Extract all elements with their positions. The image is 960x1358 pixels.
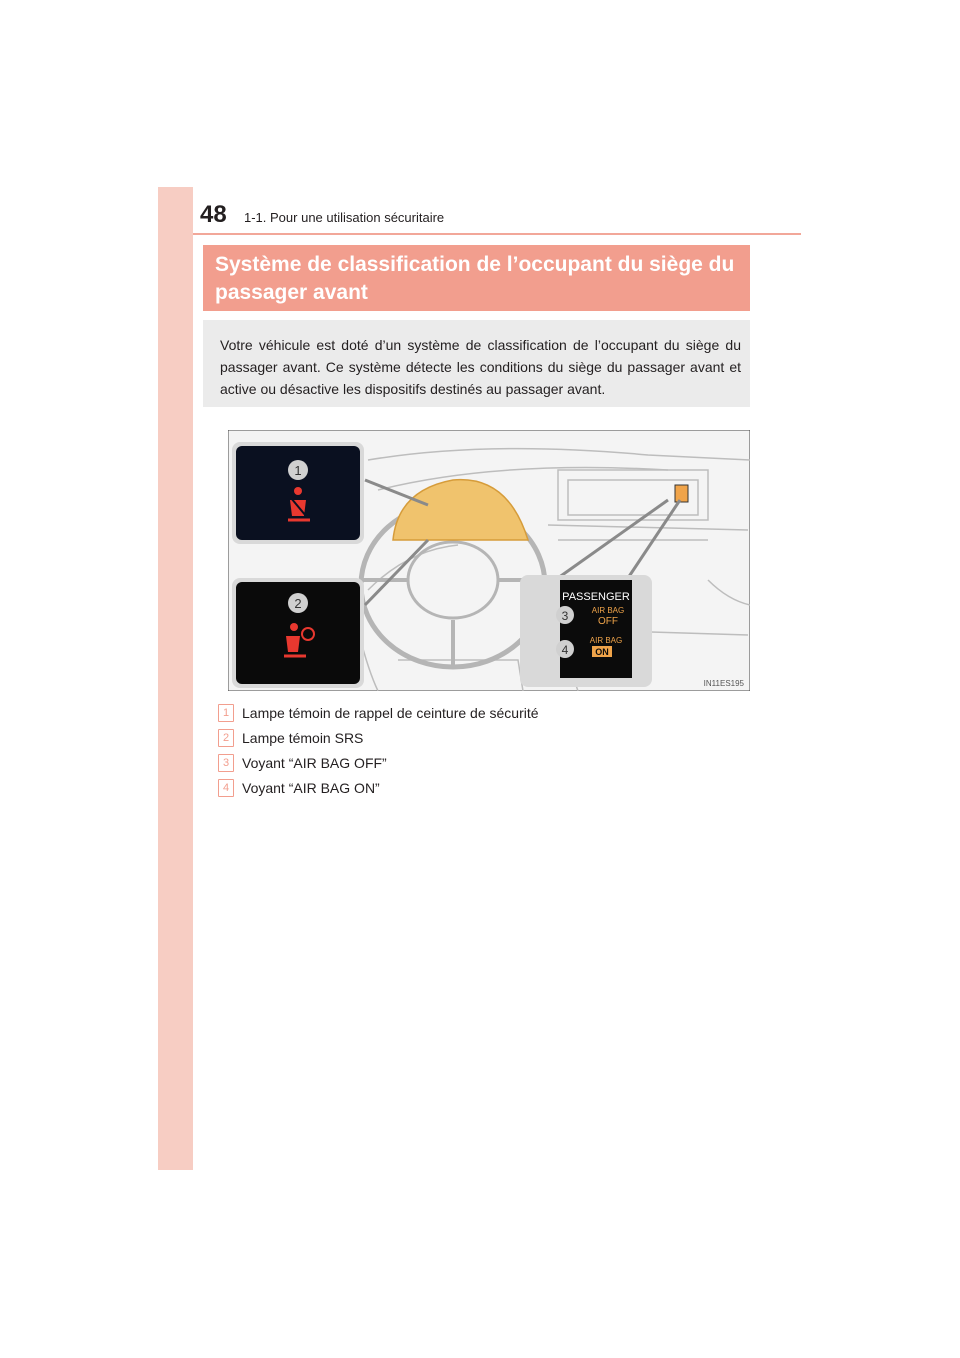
legend-item bbox=[218, 753, 738, 778]
legend-label: Lampe témoin SRS bbox=[242, 730, 364, 746]
airbag-off-label: AIR BAG bbox=[591, 606, 625, 615]
callout-3: 3 bbox=[561, 609, 569, 623]
legend-number: 2 bbox=[218, 729, 234, 747]
section-title: 1-1. Pour une utilisation sécuritaire bbox=[244, 210, 445, 225]
passenger-indicator-location bbox=[675, 485, 688, 502]
legend-number: 4 bbox=[218, 779, 234, 797]
callout-4: 4 bbox=[561, 643, 569, 657]
passenger-airbag-panel bbox=[520, 575, 652, 687]
intro-paragraph: Votre véhicule est doté d’un système de classification de l’occupant du siège du passager avant. Ce système détecte les conditions du siège du passager avant et active ou désactive les dispositifs destinés au passager avant. bbox=[220, 337, 741, 397]
legend-number: 1 bbox=[218, 704, 234, 722]
airbag-on-text: ON bbox=[595, 647, 609, 657]
figure-code: IN11ES195 bbox=[703, 679, 744, 688]
page-title: Système de classification de l’occupant du siège du passager avant bbox=[215, 253, 735, 304]
callout-1: 1 bbox=[294, 463, 302, 478]
legend-label: Lampe témoin de rappel de ceinture de sécurité bbox=[242, 705, 539, 721]
legend-item bbox=[218, 778, 738, 803]
airbag-on-label: AIR BAG bbox=[589, 636, 623, 645]
legend-label: Voyant “AIR BAG OFF” bbox=[242, 755, 387, 771]
header-rule bbox=[193, 233, 801, 235]
legend-number: 3 bbox=[218, 754, 234, 772]
srs-panel bbox=[232, 578, 364, 688]
seatbelt-panel bbox=[232, 442, 364, 544]
page-header bbox=[200, 200, 800, 234]
legend-item bbox=[218, 728, 738, 753]
legend-label: Voyant “AIR BAG ON” bbox=[242, 780, 380, 796]
dashboard-illustration bbox=[228, 430, 750, 691]
title-box bbox=[203, 245, 750, 311]
side-band bbox=[158, 187, 193, 1170]
legend-item bbox=[218, 703, 738, 728]
intro-box bbox=[203, 320, 750, 407]
callout-2: 2 bbox=[294, 596, 302, 611]
legend-list bbox=[218, 703, 738, 803]
airbag-off-text: OFF bbox=[598, 616, 618, 627]
passenger-label: PASSENGER bbox=[562, 591, 630, 603]
page-number: 48 bbox=[200, 201, 227, 228]
